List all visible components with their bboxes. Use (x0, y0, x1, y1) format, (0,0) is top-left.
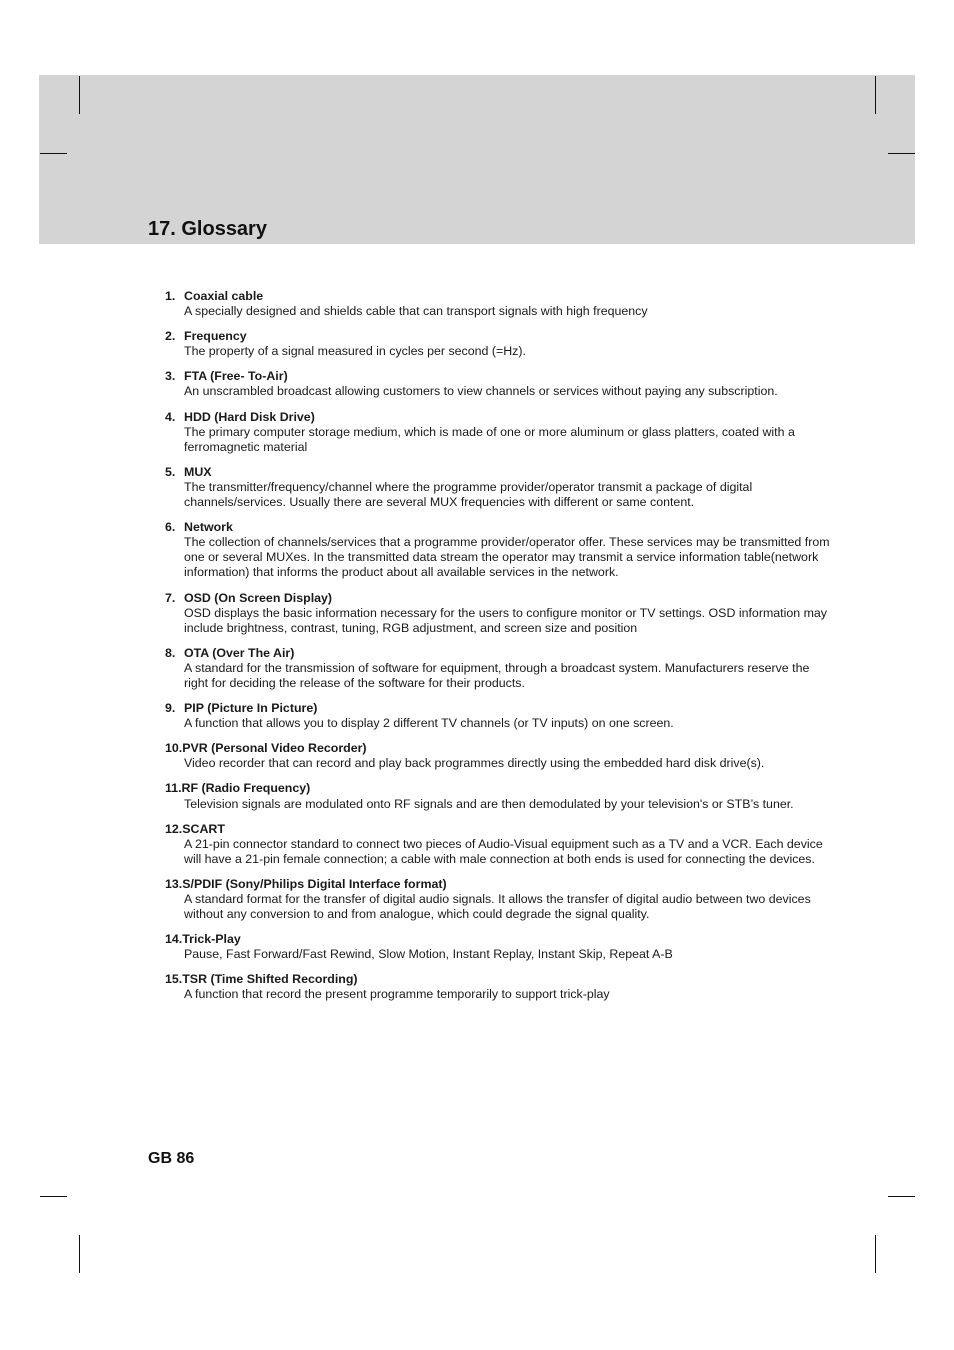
crop-mark (79, 1235, 80, 1273)
term-text: Network (184, 520, 233, 535)
page-number: GB 86 (148, 1150, 195, 1167)
term-text: RF (Radio Frequency) (181, 781, 311, 796)
glossary-entry (165, 701, 835, 731)
page-title: 17. Glossary (148, 218, 267, 240)
entry-number: 2. (165, 329, 176, 344)
glossary-definition: A specially designed and shields cable that can transport signals with high frequency (184, 304, 648, 319)
glossary-term (165, 932, 835, 947)
glossary-definition: The property of a signal measured in cycles per second (=Hz). (184, 344, 526, 359)
term-text: Trick-Play (182, 932, 241, 947)
glossary-definition: OSD displays the basic information necessary for the users to configure monitor or TV settings. OSD information may include brightness, contrast, tuning, RGB adjustment, and screen size and position (184, 605, 827, 635)
entry-number: 11. (165, 781, 182, 796)
crop-mark (875, 76, 876, 114)
glossary-entry (165, 877, 835, 922)
entry-number: 4. (165, 409, 176, 424)
crop-mark (888, 1196, 915, 1197)
glossary-definition: A function that record the present programme temporarily to support trick-play (184, 987, 610, 1002)
term-text: HDD (Hard Disk Drive) (184, 409, 315, 424)
term-text: TSR (Time Shifted Recording) (182, 972, 358, 987)
glossary-definition: The primary computer storage medium, which is made of one or more aluminum or glass platters, coated with a ferromagnetic material (184, 424, 795, 454)
glossary-entry (165, 741, 835, 771)
glossary-term (165, 410, 835, 425)
glossary-term (165, 329, 835, 344)
glossary-definition: A function that allows you to display 2 different TV channels (or TV inputs) on one screen. (184, 716, 674, 731)
glossary-definition: An unscrambled broadcast allowing customers to view channels or services without paying any subscription. (184, 384, 778, 399)
entry-number: 3. (165, 369, 176, 384)
term-text: FTA (Free- To-Air) (184, 369, 288, 384)
term-text: PIP (Picture In Picture) (184, 701, 318, 716)
glossary-entry (165, 465, 835, 510)
crop-mark (79, 76, 80, 114)
glossary-definition: A standard format for the transfer of digital audio signals. It allows the transfer of digital audio between two devices without any conversion to and from analogue, which could degrade the signal quality. (184, 892, 811, 922)
term-text: Coaxial cable (184, 289, 264, 303)
glossary-definition: Video recorder that can record and play back programmes directly using the embedded hard disk drive(s). (184, 756, 765, 771)
glossary-term (165, 972, 835, 987)
glossary-term (165, 465, 835, 480)
glossary-term (165, 369, 835, 384)
glossary-definition: A 21-pin connector standard to connect two pieces of Audio-Visual equipment such as a TV and a VCR. Each device will have a 21-pin female connection; a cable with male connection at both ends is used for connecting the devices. (184, 836, 823, 866)
glossary-term (165, 646, 835, 661)
glossary-term (165, 701, 835, 716)
crop-mark (875, 1235, 876, 1273)
glossary-entry (165, 410, 835, 455)
glossary-definition: The collection of channels/services that a programme provider/operator offer. These services may be transmitted from one or several MUXes. In the transmitted data stream the operator may transmit a service information table(network information) that informs the product about all available services in the network. (184, 535, 830, 580)
entry-number: 5. (165, 464, 176, 479)
glossary-definition: A standard for the transmission of software for equipment, through a broadcast system. Manufacturers reserve the right for deciding the release of the software for their products. (184, 660, 810, 690)
glossary-list (165, 289, 835, 1013)
term-text: MUX (184, 464, 212, 479)
entry-number: 6. (165, 520, 176, 535)
entry-number: 9. (165, 701, 176, 716)
crop-mark (40, 1196, 67, 1197)
entry-number: 8. (165, 645, 176, 660)
term-text: OSD (On Screen Display) (184, 590, 333, 605)
glossary-definition: Pause, Fast Forward/Fast Rewind, Slow Motion, Instant Replay, Instant Skip, Repeat A-B (184, 947, 673, 962)
glossary-entry (165, 781, 835, 811)
entry-number: 12. (165, 821, 183, 836)
glossary-definition: Television signals are modulated onto RF signals and are then demodulated by your television's or STB’s tuner. (184, 796, 794, 811)
glossary-term (165, 520, 835, 535)
glossary-term (165, 781, 835, 796)
term-text: OTA (Over The Air) (184, 645, 295, 660)
glossary-term (165, 289, 835, 304)
term-text: PVR (Personal Video Recorder) (182, 741, 367, 756)
crop-mark (40, 153, 67, 154)
term-text: S/PDIF (Sony/Philips Digital Interface format) (182, 876, 447, 891)
glossary-term (165, 741, 835, 756)
glossary-term (165, 591, 835, 606)
glossary-entry (165, 329, 835, 359)
term-text: Frequency (184, 329, 247, 344)
entry-number: 15. (165, 972, 183, 987)
entry-number: 14. (165, 932, 183, 947)
glossary-definition: The transmitter/frequency/channel where the programme provider/operator transmit a package of digital channels/services. Usually there are several MUX frequencies with different or same content. (184, 479, 753, 510)
glossary-term (165, 877, 835, 892)
entry-number: 7. (165, 590, 176, 605)
glossary-entry (165, 972, 835, 1002)
glossary-term (165, 822, 835, 837)
glossary-entry (165, 289, 835, 319)
glossary-entry (165, 646, 835, 691)
crop-mark (888, 153, 915, 154)
entry-number: 13. (165, 876, 183, 891)
term-text: SCART (182, 821, 225, 836)
glossary-entry (165, 932, 835, 962)
entry-number: 10. (165, 741, 183, 756)
glossary-entry (165, 591, 835, 636)
entry-number: 1. (165, 289, 176, 303)
glossary-entry (165, 369, 835, 399)
glossary-entry (165, 520, 835, 580)
glossary-entry (165, 822, 835, 867)
